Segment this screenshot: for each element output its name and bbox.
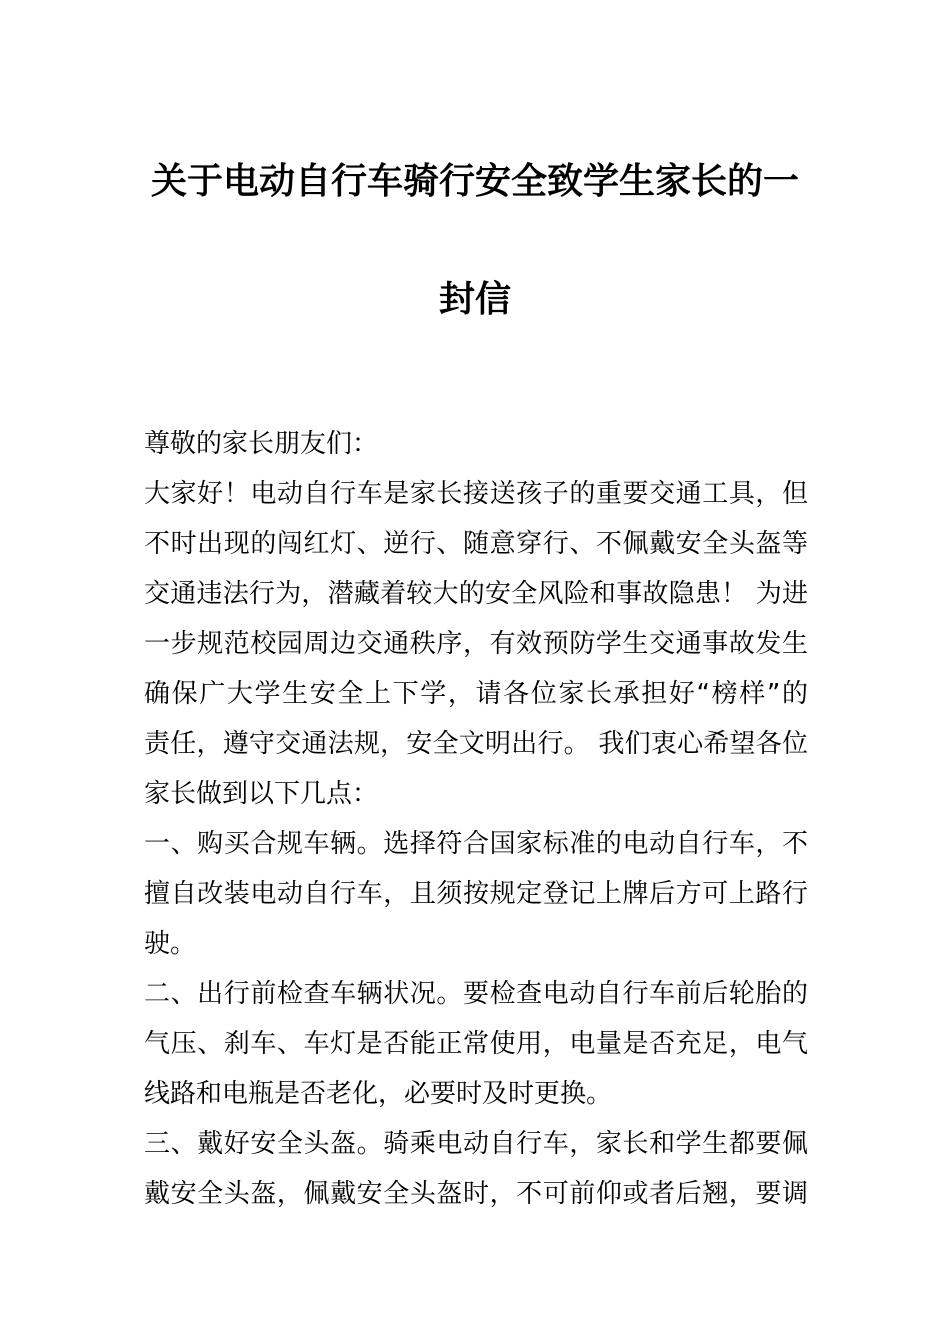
letter-body xyxy=(144,419,808,1219)
document-title-line-2: 封信 xyxy=(438,279,511,320)
body-line: 家长做到以下几点： xyxy=(144,779,379,809)
document-title-line-1: 关于电动自行车骑行安全致学生家长的一 xyxy=(150,161,799,202)
body-line: 线路和电瓶是否老化，必要时及时更换。 xyxy=(144,1079,613,1109)
body-line: 气压、刹车、车灯是否能正常使用，电量是否充足，电气 xyxy=(144,1029,808,1059)
salutation-line: 尊敬的家长朋友们： xyxy=(144,429,379,459)
body-line: 交通违法行为，潜藏着较大的安全风险和事故隐患！ 为进 xyxy=(144,579,808,609)
body-line: 一步规范校园周边交通秩序，有效预防学生交通事故发生 xyxy=(144,629,808,659)
body-line: 大家好！电动自行车是家长接送孩子的重要交通工具，但 xyxy=(144,479,808,509)
body-line: 责任，遵守交通法规，安全文明出行。 我们衷心希望各位 xyxy=(144,729,808,759)
body-line: 二、出行前检查车辆状况。要检查电动自行车前后轮胎的 xyxy=(144,979,808,1009)
body-line: 一、购买合规车辆。选择符合国家标准的电动自行车，不 xyxy=(144,829,808,859)
body-line: 不时出现的闯红灯、逆行、随意穿行、不佩戴安全头盔等 xyxy=(144,529,808,559)
body-line: 确保广大学生安全上下学，请各位家长承担好“榜样”的 xyxy=(144,679,808,709)
body-line: 擅自改装电动自行车，且须按规定登记上牌后方可上路行 xyxy=(144,879,808,909)
body-line: 戴安全头盔，佩戴安全头盔时，不可前仰或者后翘，要调 xyxy=(144,1179,808,1209)
body-line: 驶。 xyxy=(144,929,197,959)
body-line: 三、戴好安全头盔。骑乘电动自行车，家长和学生都要佩 xyxy=(144,1129,808,1159)
